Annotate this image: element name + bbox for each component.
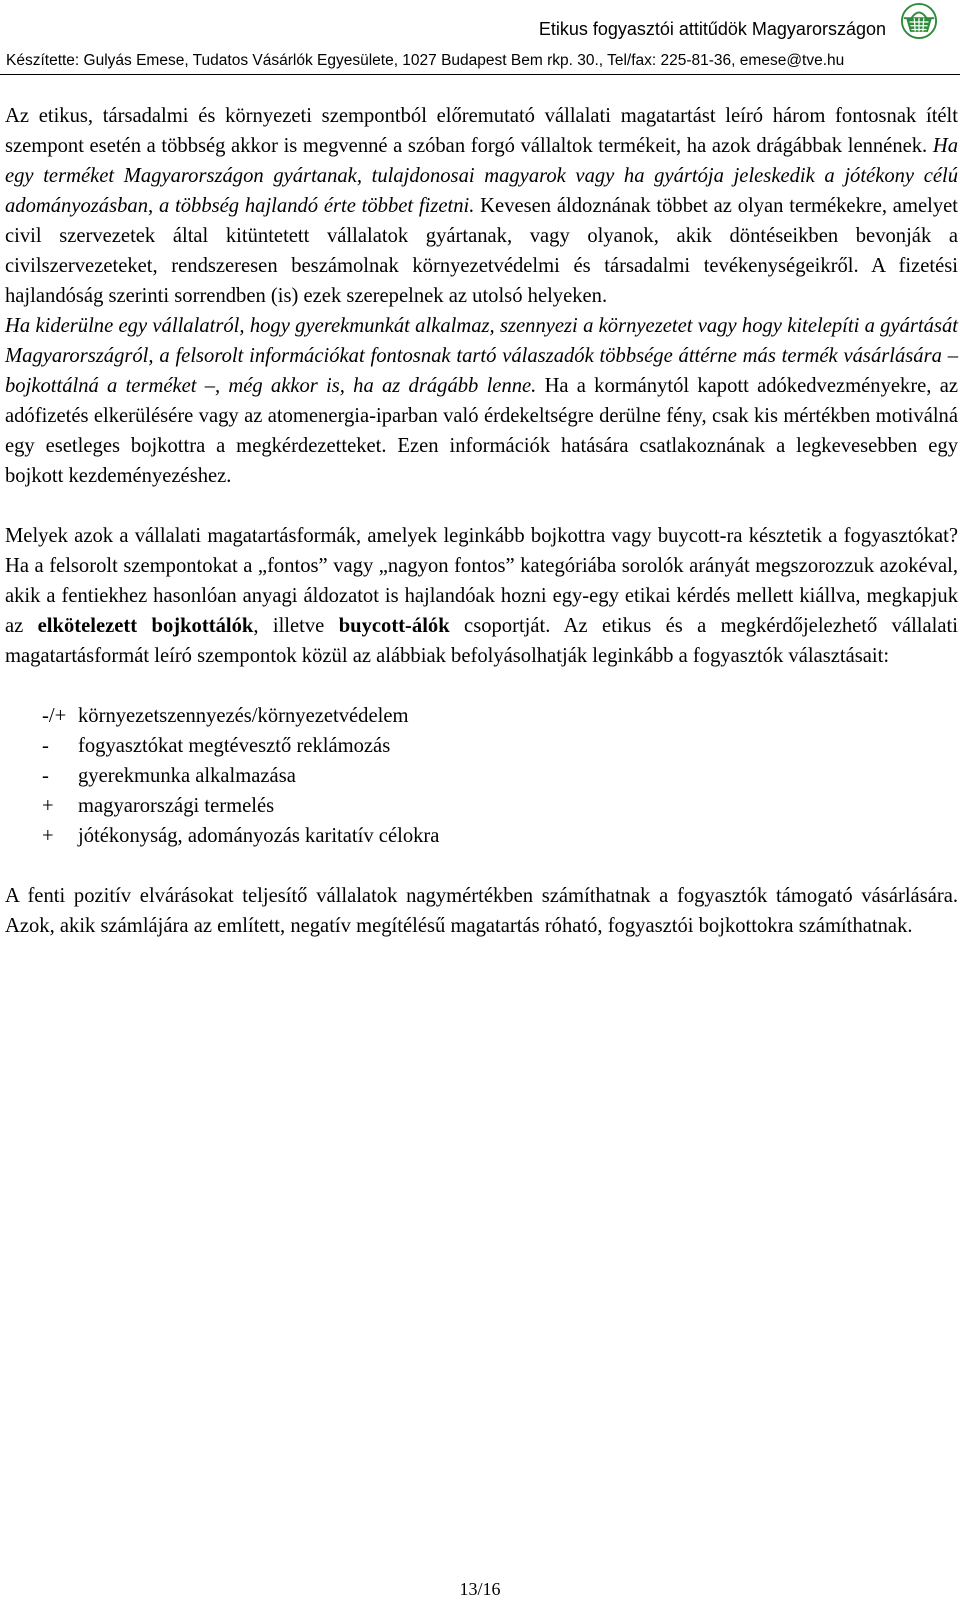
list-marker: - bbox=[42, 735, 49, 757]
paragraph-3: Melyek azok a vállalati magatartásformák, amelyek leginkább bojkottra vagy buycott-ra késztetik a fogyasztókat? Ha a felsorolt szempontokat a „fontos” vagy „nagyon fontos” kategóriába sorolók arányát megszorozzuk azokéval, akik a fentiekhez hasonlóan anyagi áldozatot is hajlandóak hozni egy-egy etikai kérdés mellett kiállva, megkapjuk az elkötelezett bojkottálók, illetve buycott-álók csoportját. Az etikus és a megkérdőjelezhető vállalati magatartásformát leíró szempontok közül az alábbiak befolyásolhatják leginkább a fogyasztók választásait: bbox=[5, 525, 958, 667]
header-author-info: Készítette: Gulyás Emese, Tudatos Vásárlók Egyesülete, 1027 Budapest Bem rkp. 30., Tel/fax: 225-81-36, emese@tve.hu bbox=[6, 52, 845, 69]
list-marker: + bbox=[42, 825, 54, 847]
list-marker: + bbox=[42, 795, 54, 817]
page-number: 13/16 bbox=[459, 1579, 501, 1599]
behavior-list bbox=[5, 701, 958, 851]
list-item-text: fogyasztókat megtévesztő reklámozás bbox=[78, 735, 391, 757]
paragraph-4: A fenti pozitív elvárásokat teljesítő vállalatok nagymértékben számíthatnak a fogyasztók támogató vásárlására. Azok, akik számlájára az említett, negatív megítélésű magatartás róható, fogyasztói bojkottokra számíthatnak. bbox=[5, 885, 958, 937]
shopping-basket-globe-icon bbox=[900, 2, 938, 40]
list-marker: - bbox=[42, 765, 49, 787]
header-title: Etikus fogyasztói attitűdök Magyarországon bbox=[538, 19, 886, 39]
list-item-text: környezetszennyezés/környezetvédelem bbox=[78, 705, 409, 727]
list-item bbox=[5, 791, 958, 821]
list-item bbox=[5, 701, 958, 731]
paragraph-2: Ha kiderülne egy vállalatról, hogy gyerekmunkát alkalmaz, szennyezi a környezetet vagy hogy kitelepíti a gyártását Magyarországról, a felsorolt információkat fontosnak tartó válaszadók többsége áttérne más termék vásárlására – bojkottálná a terméket –, még akkor is, ha az drágább lenne. Ha a kormánytól kapott adókedvezményekre, az adófizetés elkerülésére vagy az atomenergia-iparban való érdekeltségre derülne fény, csak kis mértékben motiválná egy esetleges bojkottra a megkérdezetteket. Ezen információk hatására csatlakoznának a legkevesebben egy bojkott kezdeményezéshez. bbox=[5, 315, 958, 487]
list-item bbox=[5, 731, 958, 761]
paragraph-1: Az etikus, társadalmi és környezeti szempontból előremutató vállalati magatartást leíró három fontosnak ítélt szempont esetén a többség akkor is megvenné a szóban forgó vállaltok termékeit, ha azok drágábbak lennének. Ha egy terméket Magyarországon gyártanak, tulajdonosai magyarok vagy ha gyártója jeleskedik a jótékony célú adományozásban, a többség hajlandó érte többet fizetni. Kevesen áldoznának többet az olyan termékekre, amelyet civil szervezetek által kitüntetett vállalatok gyártanak, vagy olyanok, akik döntéseikben bevonják a civilszervezeteket, rendszeresen beszámolnak környezetvédelmi és társadalmi tevékenységeikről. A fizetési hajlandóság szerinti sorrendben (is) ezek szerepelnek az utolsó helyeken. bbox=[5, 105, 958, 307]
list-marker: -/+ bbox=[42, 705, 67, 727]
list-item bbox=[5, 821, 958, 851]
list-item bbox=[5, 761, 958, 791]
list-item-text: magyarországi termelés bbox=[78, 795, 275, 817]
list-item-text: jótékonyság, adományozás karitatív célokra bbox=[78, 825, 440, 847]
list-item-text: gyerekmunka alkalmazása bbox=[78, 765, 296, 787]
header-divider bbox=[0, 74, 960, 75]
document-body bbox=[5, 101, 958, 941]
